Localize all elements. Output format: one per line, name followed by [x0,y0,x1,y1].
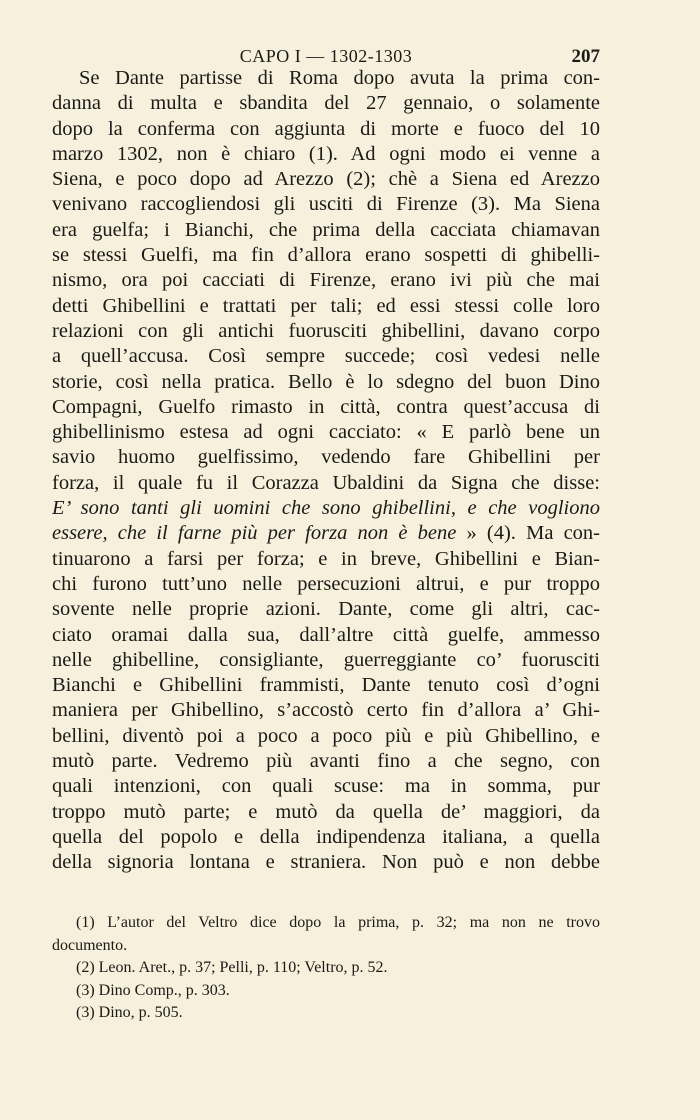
text-line-mixed [52,521,600,546]
text-line: venivano raccogliendosi gli usciti di Firenze (3). Ma Siena [52,193,600,216]
text-line: se stessi Guelfi, ma fin d’allora erano sospetti di ghibelli- [52,244,600,267]
main-text [52,66,600,876]
text-line: Siena, e poco dopo ad Arezzo (2); chè a Siena ed Arezzo [52,168,600,191]
text-line: troppo mutò parte; e mutò da quella de’ maggiori, da [52,800,600,823]
italic-quote: essere, che il farne più per forza non è bene [52,522,457,545]
text-line: nelle ghibelline, consigliante, guerreggiante co’ fuorusciti [52,648,600,671]
running-title: CAPO I — 1302-1303 [239,46,413,66]
footnote: (2) Leon. Aret., p. 37; Pelli, p. 110; Veltro, p. 52. [76,959,388,976]
text-line: mutò parte. Vedremo più avanti fino a che segno, con [52,750,600,773]
text-line: della signoria lontana e straniera. Non può e non debbe [52,851,600,874]
text-line: savio huomo guelfissimo, vedendo fare Ghibellini per [52,446,600,469]
text-line: danna di multa e sbandita del 27 gennaio, o solamente [52,92,600,115]
footnotes [52,912,600,1025]
text-line: ghibellinismo estesa ad ogni cacciato: « E parlò bene un [52,421,600,444]
footnote: (3) Dino, p. 505. [76,1004,183,1021]
text-line: tinuarono a farsi per forza; e in breve, Ghibellini e Bian- [52,547,600,570]
quote-close: » (4). Ma con- [456,522,600,545]
text-line: relazioni con gli antichi fuorusciti ghibellini, davano corpo [52,319,600,342]
text-line: marzo 1302, non è chiaro (1). Ad ogni modo ei venne a [52,142,600,165]
footnote: (1) L’autor del Veltro dice dopo la prima, p. 32; ma non ne trovo [76,914,600,931]
italic-quote: E’ sono tanti gli uomini che sono ghibellini, e che vogliono [52,497,600,520]
text-line-italic [52,496,600,521]
text-line: maniera per Ghibellino, s’accostò certo fin d’allora a’ Ghi- [52,699,600,722]
text-line: a quell’accusa. Così sempre succede; così vedesi nelle [52,345,600,368]
text-line: detti Ghibellini e trattati per tali; ed essi stessi colle loro [52,294,600,317]
text-line: quali intenzioni, con quali scuse: ma in somma, pur [52,775,600,798]
text-line: storie, così nella pratica. Bello è lo sdegno del buon Dino [52,370,600,393]
footnote-continuation: documento. [52,936,128,954]
text-line: era guelfa; i Bianchi, che prima della cacciata chiamavan [52,218,600,241]
text-line: quella del popolo e della indipendenza italiana, a quella [52,825,600,848]
text-line: Se Dante partisse di Roma dopo avuta la prima con- [79,67,600,89]
text-line: forza, il quale fu il Corazza Ubaldini da Signa che disse: [52,471,600,494]
text-line: nismo, ora poi cacciati di Firenze, erano ivi più che mai [52,269,600,292]
text-line: Compagni, Guelfo rimasto in città, contra quest’accusa di [52,395,600,418]
text-line: bellini, diventò poi a poco a poco più e più Ghibellino, e [52,724,600,747]
page-number: 207 [571,46,600,67]
footnote: (3) Dino Comp., p. 303. [76,981,230,999]
text-line: chi furono tutt’uno nelle persecuzioni altrui, e pur troppo [52,572,600,595]
text-line: sovente nelle proprie azioni. Dante, come gli altri, cac- [52,598,600,621]
text-line: dopo la conferma con aggiunta di morte e fuoco del 10 [52,117,600,140]
text-line: Bianchi e Ghibellini frammisti, Dante tenuto così d’ogni [52,674,600,697]
text-line: ciato oramai dalla sua, dall’altre città guelfe, ammesso [52,623,600,646]
